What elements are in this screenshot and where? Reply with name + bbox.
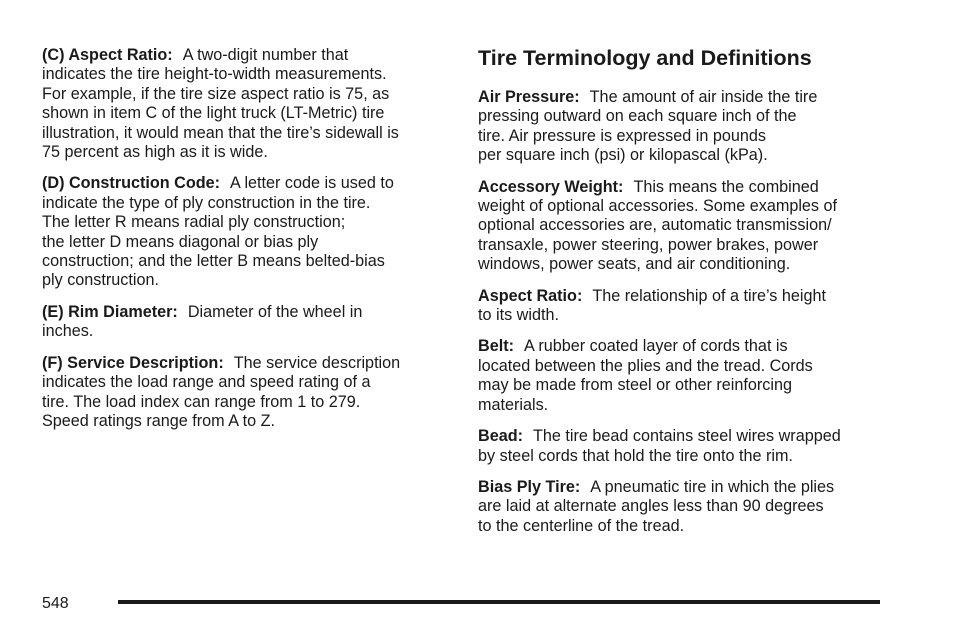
definition-entry <box>42 46 442 162</box>
definition-entry <box>478 178 888 275</box>
definition-line: indicate the type of ply construction in the tire. <box>42 193 371 212</box>
definition-line: construction; and the letter B means belted-bias <box>42 252 385 271</box>
definition-entry <box>478 427 888 466</box>
definition-term: Aspect Ratio: <box>478 286 583 305</box>
definition-line: shown in item C of the light truck (LT-Metric) tire <box>42 104 385 123</box>
left-column <box>42 46 442 443</box>
definition-line: tire. The load index can range from 1 to 279. <box>42 392 361 411</box>
definition-term: Bead: <box>478 427 523 446</box>
definition-line: may be made from steel or other reinforcing <box>478 376 792 395</box>
definition-line: by steel cords that hold the tire onto the rim. <box>478 446 793 465</box>
definition-line: tire. Air pressure is expressed in pounds <box>478 126 766 145</box>
definition-line: illustration, it would mean that the tire’s sidewall is <box>42 123 399 142</box>
definition-term: (F) Service Description: <box>42 353 224 372</box>
definition-text: A pneumatic tire in which the plies <box>590 477 835 496</box>
definition-first-line <box>42 174 442 193</box>
definition-term: Belt: <box>478 337 514 356</box>
definition-line: located between the plies and the tread. Cords <box>478 356 813 375</box>
definition-line: windows, power seats, and air conditioning. <box>478 255 791 274</box>
definition-entry <box>478 478 888 536</box>
definition-term: Accessory Weight: <box>478 177 624 196</box>
definition-term: Bias Ply Tire: <box>478 477 581 496</box>
definition-line: indicates the tire height-to-width measurements. <box>42 65 387 84</box>
definition-line: to its width. <box>478 306 559 325</box>
definition-text: A letter code is used to <box>230 174 394 193</box>
page-number: 548 <box>42 595 69 612</box>
definition-entry <box>42 174 442 290</box>
definition-line: ply construction. <box>42 271 159 290</box>
definition-text: The service description <box>233 353 401 372</box>
definition-line: the letter D means diagonal or bias ply <box>42 232 319 251</box>
definition-text: The tire bead contains steel wires wrapped <box>532 427 841 446</box>
definition-first-line <box>478 178 888 197</box>
definition-line: The letter R means radial ply construction; <box>42 213 346 232</box>
definition-line: to the centerline of the tread. <box>478 516 685 535</box>
definition-entry <box>478 88 888 166</box>
definition-line: transaxle, power steering, power brakes, power <box>478 235 819 254</box>
definition-entry <box>478 287 888 326</box>
definition-first-line <box>42 303 442 322</box>
section-title: Tire Terminology and Definitions <box>478 46 812 70</box>
definition-entry <box>42 303 442 342</box>
definition-line: are laid at alternate angles less than 90 degrees <box>478 497 824 516</box>
definition-first-line <box>478 287 888 306</box>
definition-term: (C) Aspect Ratio: <box>42 46 173 64</box>
definition-text: A rubber coated layer of cords that is <box>523 337 788 356</box>
definition-line: per square inch (psi) or kilopascal (kPa). <box>478 146 768 165</box>
definition-first-line <box>42 46 442 65</box>
definition-line: weight of optional accessories. Some examples of <box>478 197 838 216</box>
definition-first-line <box>478 427 888 446</box>
definition-first-line <box>478 337 888 356</box>
definition-first-line <box>42 354 442 373</box>
definition-text: A two-digit number that <box>182 46 349 64</box>
definition-term: Air Pressure: <box>478 88 580 106</box>
definition-line: materials. <box>478 395 549 414</box>
definition-first-line <box>478 88 888 107</box>
definition-entry <box>478 337 888 415</box>
definition-term: (D) Construction Code: <box>42 174 221 193</box>
definition-term: (E) Rim Diameter: <box>42 302 178 321</box>
definition-text: The amount of air inside the tire <box>589 88 818 106</box>
definition-entry <box>42 354 442 432</box>
footer-divider <box>118 600 880 604</box>
definition-text: This means the combined <box>633 177 819 196</box>
definition-line: optional accessories are, automatic transmission/ <box>478 216 832 235</box>
definition-line: For example, if the tire size aspect ratio is 75, as <box>42 84 390 103</box>
definition-first-line <box>478 478 888 497</box>
definition-line: pressing outward on each square inch of the <box>478 107 797 126</box>
definition-line: 75 percent as high as it is wide. <box>42 143 268 162</box>
definition-text: The relationship of a tire’s height <box>592 286 827 305</box>
definition-line: Speed ratings range from A to Z. <box>42 411 276 430</box>
definition-line: indicates the load range and speed rating of a <box>42 373 371 392</box>
definition-text: Diameter of the wheel in <box>187 302 363 321</box>
definition-line: inches. <box>42 322 94 341</box>
right-column <box>478 45 888 548</box>
